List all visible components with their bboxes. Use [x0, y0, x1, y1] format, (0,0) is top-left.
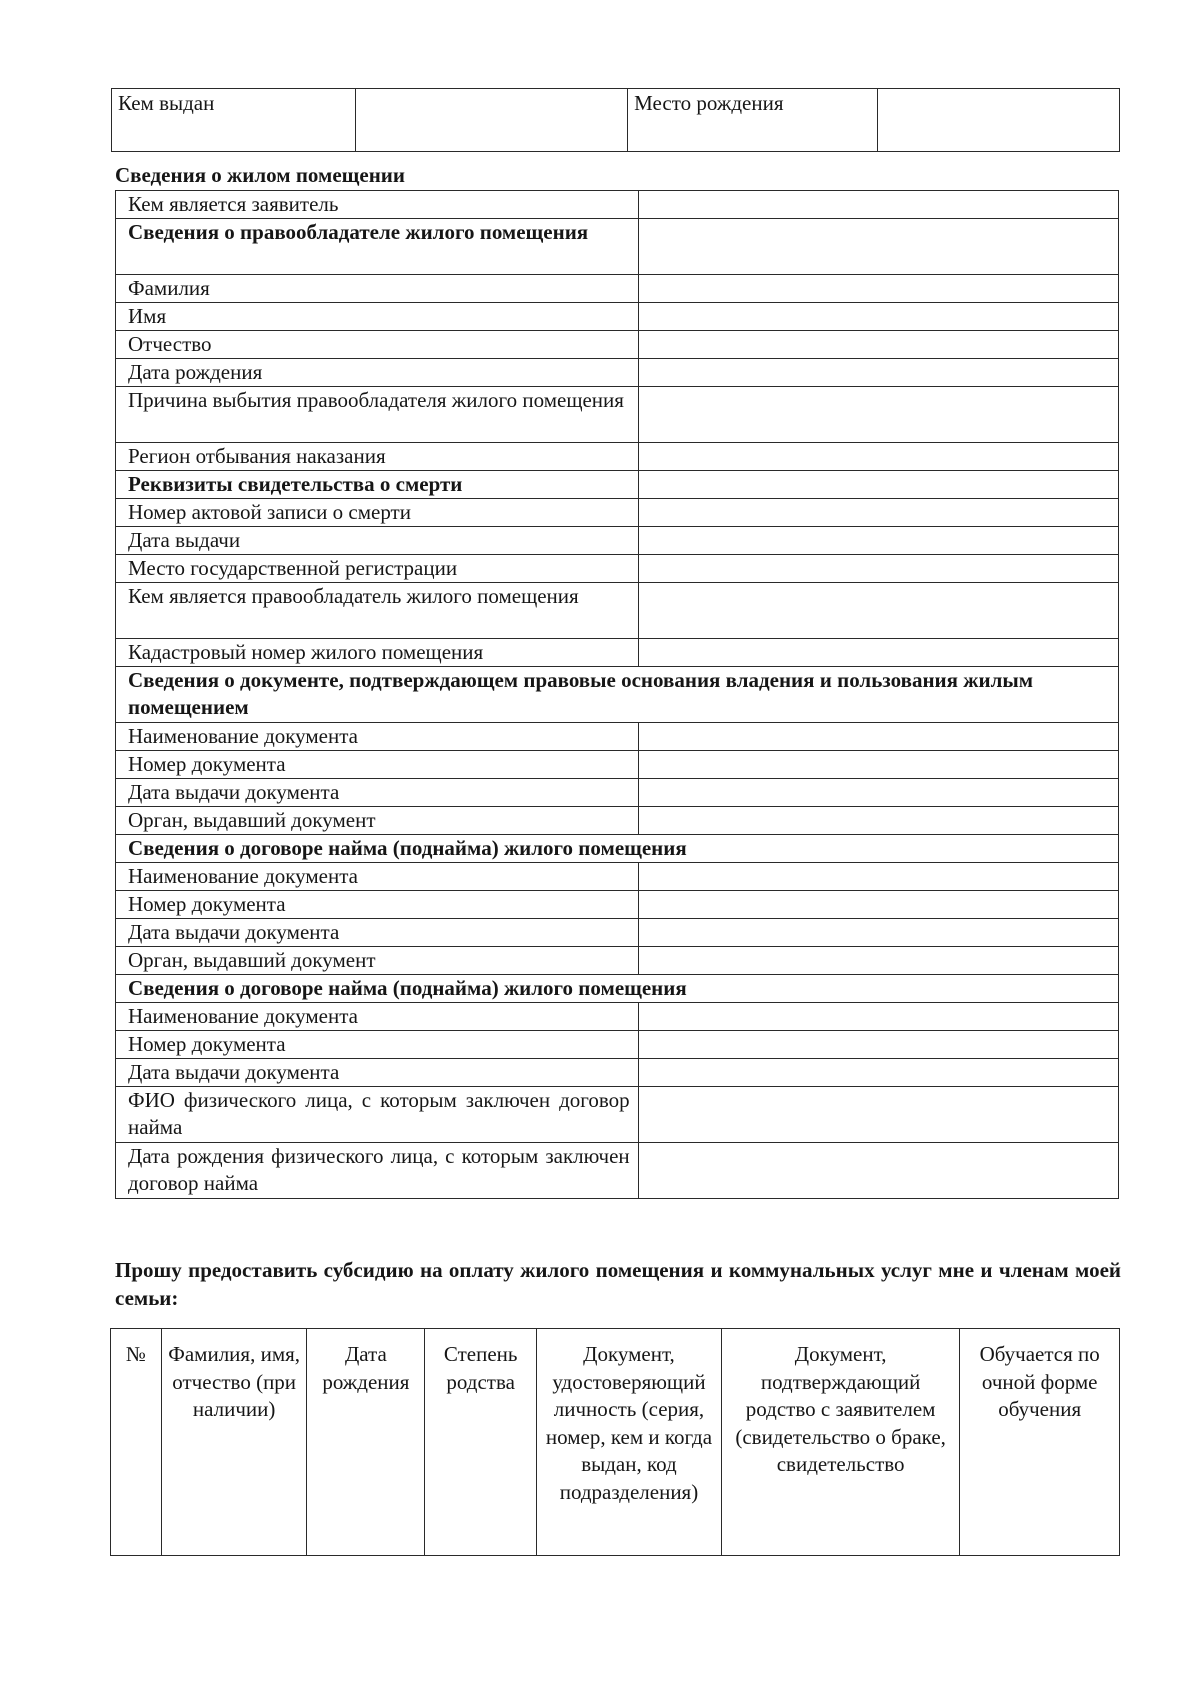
- row-label: Имя: [116, 303, 639, 331]
- table-row: [116, 527, 1119, 555]
- row-label: Регион отбывания наказания: [116, 443, 639, 471]
- row-value-field[interactable]: [638, 471, 1118, 499]
- family-members-table: [110, 1328, 1120, 1556]
- table-row: [116, 331, 1119, 359]
- row-label: Номер актовой записи о смерти: [116, 499, 639, 527]
- col-header-birth-date: Дата рождения: [307, 1329, 425, 1556]
- table-row: [116, 471, 1119, 499]
- ownership-document-heading: Сведения о документе, подтверждающем правовые основания владения и пользования жилым помещением: [116, 667, 1119, 723]
- table-row: [116, 387, 1119, 443]
- row-label: Дата выдачи документа: [116, 779, 639, 807]
- identity-table: [111, 88, 1120, 152]
- row-value-field[interactable]: [638, 331, 1118, 359]
- row-value-field[interactable]: [638, 527, 1118, 555]
- table-row: [116, 191, 1119, 219]
- lease-section-heading: Сведения о договоре найма (поднайма) жилого помещения: [116, 835, 1119, 863]
- row-value-field[interactable]: [638, 191, 1118, 219]
- row-value-field[interactable]: [638, 219, 1118, 275]
- row-value-field[interactable]: [638, 751, 1118, 779]
- table-row: [116, 1003, 1119, 1031]
- row-label: Орган, выдавший документ: [116, 947, 639, 975]
- row-value-field[interactable]: [638, 723, 1118, 751]
- row-label: Отчество: [116, 331, 639, 359]
- birthplace-field[interactable]: [877, 89, 1119, 152]
- table-row: [116, 891, 1119, 919]
- table-row: [116, 1143, 1119, 1199]
- row-value-field[interactable]: [638, 639, 1118, 667]
- housing-info-table: [115, 190, 1119, 1199]
- col-header-id-document: Документ, удостоверяющий личность (серия, номер, кем и когда выдан, код подразделения): [537, 1329, 722, 1556]
- row-label: Кем является заявитель: [116, 191, 639, 219]
- table-row: [116, 807, 1119, 835]
- housing-section-title: Сведения о жилом помещении: [115, 163, 405, 187]
- row-label: Дата выдачи документа: [116, 1059, 639, 1087]
- table-row: [116, 443, 1119, 471]
- birthplace-label: Место рождения: [628, 89, 878, 152]
- table-row: [116, 275, 1119, 303]
- row-value-field[interactable]: [638, 499, 1118, 527]
- row-value-field[interactable]: [638, 1143, 1118, 1199]
- row-value-field[interactable]: [638, 555, 1118, 583]
- row-value-field[interactable]: [638, 275, 1118, 303]
- row-value-field[interactable]: [638, 807, 1118, 835]
- row-label: Фамилия: [116, 275, 639, 303]
- row-value-field[interactable]: [638, 779, 1118, 807]
- table-row: [116, 555, 1119, 583]
- table-row: [116, 723, 1119, 751]
- row-value-field[interactable]: [638, 359, 1118, 387]
- row-value-field[interactable]: [638, 1031, 1118, 1059]
- row-label: Дата выдачи документа: [116, 919, 639, 947]
- table-row: [116, 863, 1119, 891]
- col-header-relation-document: Документ, подтверждающий родство с заявителем (свидетельство о браке, свидетельство: [721, 1329, 960, 1556]
- table-row: [116, 219, 1119, 275]
- table-header-row: [111, 1329, 1120, 1556]
- row-label: Номер документа: [116, 751, 639, 779]
- row-label: Кем является правообладатель жилого помещения: [116, 583, 639, 639]
- row-value-field[interactable]: [638, 583, 1118, 639]
- row-label: Номер документа: [116, 1031, 639, 1059]
- table-row: [116, 947, 1119, 975]
- col-header-relation: Степень родства: [425, 1329, 537, 1556]
- table-row: [116, 1031, 1119, 1059]
- row-value-field[interactable]: [638, 947, 1118, 975]
- row-label: Дата рождения физического лица, с которым заключен договор найма: [116, 1143, 639, 1199]
- table-row: [116, 359, 1119, 387]
- row-value-field[interactable]: [638, 303, 1118, 331]
- table-row: [116, 583, 1119, 639]
- table-row: [116, 779, 1119, 807]
- row-value-field[interactable]: [638, 863, 1118, 891]
- row-label: Наименование документа: [116, 723, 639, 751]
- lease-section-heading: Сведения о договоре найма (поднайма) жилого помещения: [116, 975, 1119, 1003]
- row-label: Место государственной регистрации: [116, 555, 639, 583]
- col-header-fio: Фамилия, имя, отчество (при наличии): [161, 1329, 307, 1556]
- row-value-field[interactable]: [638, 443, 1118, 471]
- col-header-number: №: [111, 1329, 162, 1556]
- row-label: Номер документа: [116, 891, 639, 919]
- table-row: [116, 751, 1119, 779]
- row-value-field[interactable]: [638, 1059, 1118, 1087]
- table-row: [116, 1059, 1119, 1087]
- row-value-field[interactable]: [638, 1003, 1118, 1031]
- col-header-full-time-study: Обучается по очной форме обучения: [960, 1329, 1120, 1556]
- table-row: [116, 835, 1119, 863]
- row-value-field[interactable]: [638, 919, 1118, 947]
- row-label: Причина выбытия правообладателя жилого помещения: [116, 387, 639, 443]
- row-value-field[interactable]: [638, 1087, 1118, 1143]
- row-value-field[interactable]: [638, 387, 1118, 443]
- death-certificate-heading: Реквизиты свидетельства о смерти: [116, 471, 639, 499]
- table-row: [116, 303, 1119, 331]
- owner-info-heading: Сведения о правообладателе жилого помещения: [116, 219, 639, 275]
- table-row: [116, 1087, 1119, 1143]
- table-row: [116, 639, 1119, 667]
- table-row: [116, 667, 1119, 723]
- row-label: Кадастровый номер жилого помещения: [116, 639, 639, 667]
- issued-by-label: Кем выдан: [112, 89, 356, 152]
- issued-by-field[interactable]: [355, 89, 628, 152]
- table-row: [116, 499, 1119, 527]
- row-label: Наименование документа: [116, 1003, 639, 1031]
- table-row: [116, 975, 1119, 1003]
- row-label: Наименование документа: [116, 863, 639, 891]
- row-label: Дата выдачи: [116, 527, 639, 555]
- row-label: ФИО физического лица, с которым заключен договор найма: [116, 1087, 639, 1143]
- subsidy-request-text: Прошу предоставить субсидию на оплату жилого помещения и коммунальных услуг мне и членам моей семьи:: [115, 1258, 1121, 1310]
- row-value-field[interactable]: [638, 891, 1118, 919]
- row-label: Дата рождения: [116, 359, 639, 387]
- table-row: [116, 919, 1119, 947]
- row-label: Орган, выдавший документ: [116, 807, 639, 835]
